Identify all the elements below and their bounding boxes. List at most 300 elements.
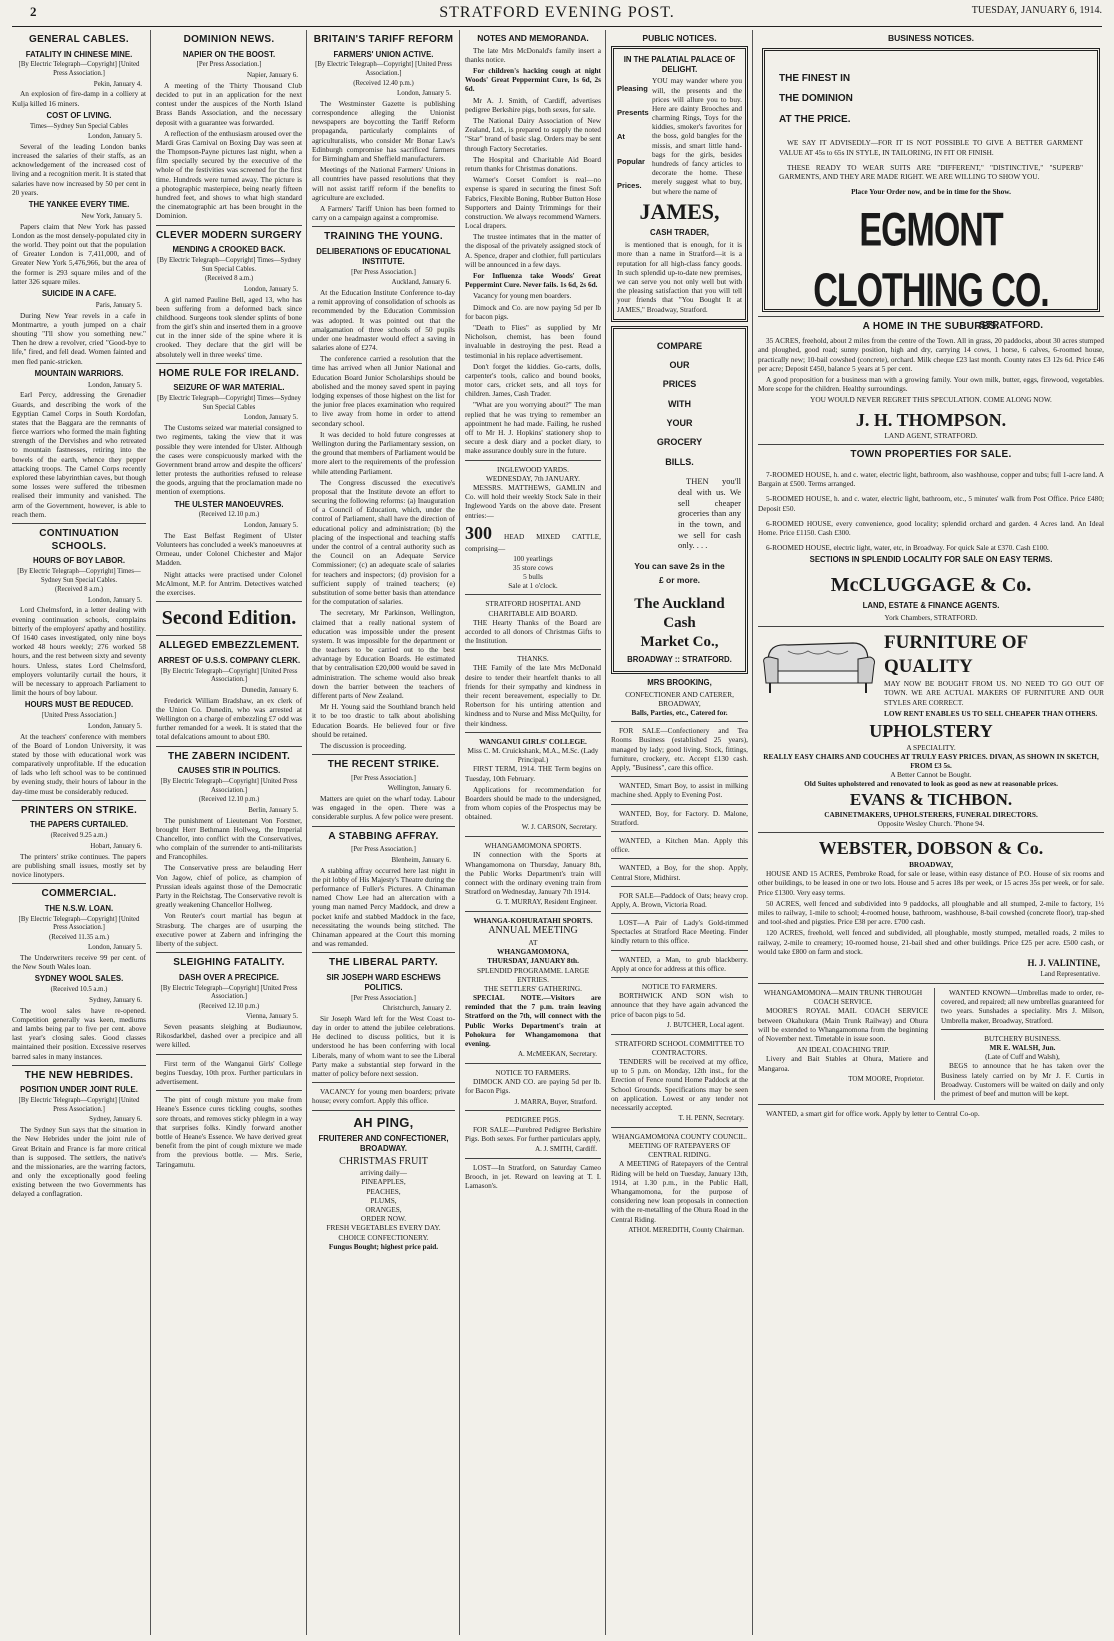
property-item: HOUSE AND 15 ACRES, Pembroke Road, for sale or lease, within easy distance of P.O. House of six rooms and other buildings, to be leased in one or two lots. House and 5 acres 18s per week, or 15 acres 35s per week, or for sale. Price £1300. Very easy terms. bbox=[758, 869, 1104, 897]
ad-body: 35 ACRES, freehold, about 2 miles from the centre of the Town. All in grass, 20 paddocks, about 30 acres stumped and ploughed, good road; sunny position, high and dry, carrying 14 cows, 1 horse, 6 calves, 6-roomed house, practically new; 10-bail cowshed (concrete), orchard. Milk cheque £23 last month. County rates £3 12s 6d. Price £46 per acre; Deposit £450, balance 5 years at 5 per cent. bbox=[758, 336, 1104, 373]
cattle-count: 300 bbox=[465, 522, 492, 543]
byline: [Per Press Association.] bbox=[196, 61, 262, 69]
article-body: Earl Percy, addressing the Grenadier Guards, and describing the work of the Egyptian Camel Corps in South Kordofan, states that the Baggara are the remnants of fierce warriors who formed the main fighting strength of the Dervishes and who retreated to mountain fastnesses, retiring into the bowels of the earth, whence they pepper attacking troops. The Camel Corps recently explored these labyrinthian caves, but though some losses were suffered the tribesmen realised their immunity and vanished. The arm of the Government, however, is able to reach them. bbox=[12, 390, 146, 519]
article-body: Von Reuter's court martial has begun at Strasburg. The charges are of usurping the executive power at Zabern and infringing the liberty of the subject. bbox=[156, 911, 302, 948]
classified-ad: WANTED KNOWN—Umbrellas made to order, re-covered, and repaired; all new umbrellas guaranteed for two years. Sunshades a speciality. Mrs J. Milson, Umbrella maker, Broadway, Stratford. bbox=[941, 988, 1104, 1025]
section-heading: TRAINING THE YOUNG. bbox=[324, 231, 443, 243]
divider bbox=[611, 831, 748, 832]
ad-line: PLUMS, bbox=[370, 1195, 397, 1205]
article-body: A meeting of the Thirty Thousand Club decided to put in an application for the next contest under the auspices of the North Island Brass Bands Association, and the necessary deposit with a guarantee was forwarded. bbox=[156, 80, 302, 127]
ad-body: WE SAY IT ADVISEDLY—FOR IT IS NOT POSSIBLE TO GIVE A BETTER GARMENT VALUE AT 45s to 65s IN STYLE, IN TAILORING, IN FIT OR FINISH. bbox=[779, 138, 1083, 157]
divider bbox=[465, 1158, 601, 1159]
divider bbox=[758, 444, 1104, 445]
ad-word: YOUR bbox=[666, 418, 693, 429]
byline: [By Electric Telegraph—Copyright] Times—Sydney Sun Special Cables. bbox=[157, 257, 301, 273]
ad-body: THEN you'll deal with us. We sell cheaper groceries than any in the town, and we sell for cash only. . . . bbox=[678, 476, 741, 551]
ad-subheading: MEETING OF RATEPAYERS OF CENTRAL RIDING. bbox=[628, 1141, 731, 1160]
ad-body: FIRST TERM, 1914. THE Term begins on Tuesday, 10th February. bbox=[465, 764, 601, 783]
sofa-illustration bbox=[758, 631, 878, 701]
divider bbox=[156, 952, 302, 953]
ad-line: PEACHES, bbox=[366, 1186, 401, 1196]
second-edition-banner: Second Edition. bbox=[161, 607, 297, 630]
divider bbox=[312, 1082, 455, 1083]
dateline: London, January 5. bbox=[243, 521, 298, 530]
ad-signature: W. J. CARSON, Secretary. bbox=[521, 823, 597, 832]
ad-line: YOU WOULD NEVER REGRET THIS SPECULATION. COME ALONG NOW. bbox=[810, 395, 1052, 405]
article-body: The wool sales have re-opened. Competition generally was keen, mediums and lambs being par to five per cent. above last year's closing sales. Good classes maintained their position. Excessive reserves barred sales in many instances. bbox=[12, 1005, 146, 1061]
ad-line: THURSDAY, JANUARY 8th. bbox=[487, 956, 579, 966]
ad-line: Miss C. M. Cruickshank, M.A., M.Sc. (Lady Principal.) bbox=[467, 745, 599, 765]
article-body: The punishment of Lieutenant Von Forstner, brought Herr Bethmann Hollweg, the Imperial Chancellor, into conflict with the Conservatives, who complain of the surrender to anti-militarists and Francophiles. bbox=[156, 815, 302, 862]
ad-line: 35 store cows bbox=[512, 562, 554, 572]
ad-heading: AH PING, bbox=[353, 1114, 414, 1130]
property-item: 50 ACRES, well fenced and subdivided into 9 paddocks, all ploughable and all stumped, 2-mile to factory, 1½ miles to railway, 1-mile to school; 4-roomed house, bathroom, washhouse, 8-bail cowshed (concrete floor), trap-shed and tool-shed and pigsties. Price £38 per acre. £700 cash. bbox=[758, 898, 1104, 927]
ad-address bbox=[758, 819, 1104, 828]
ad-subheading: LAND, ESTATE & FINANCE AGENTS. bbox=[862, 601, 1000, 611]
side-word: Popular bbox=[617, 156, 645, 166]
ad-line: HEAD MIXED CATTLE, comprising— bbox=[465, 531, 601, 554]
article-body: At the Education Institute Conference to-day a remit approving of consolidation of schools as recommended by the Education Commission was adopted. It was pointed out that the amalgamation of three schools of 50 pupils under one headmaster would effect a saving in salaries alone of £274. bbox=[312, 287, 455, 353]
received-time: (Received 8 a.m.) bbox=[54, 586, 104, 594]
divider bbox=[611, 721, 748, 722]
divider bbox=[312, 952, 455, 953]
ad-line: ORANGES, bbox=[365, 1204, 402, 1214]
received-time: (Received 9.25 a.m.) bbox=[50, 832, 108, 840]
divider bbox=[465, 460, 601, 461]
byline: [Per Press Association.] bbox=[351, 994, 416, 1002]
ad-subheading: CONFECTIONER AND CATERER, BROADWAY, bbox=[625, 689, 734, 708]
ad-signature: J. MARRA, Buyer, Stratford. bbox=[514, 1097, 597, 1106]
section-heading: THE NEW HEBRIDES. bbox=[24, 1069, 134, 1081]
ad-line: ORDER NOW. bbox=[360, 1214, 407, 1224]
side-words bbox=[617, 76, 649, 197]
article-body: Matters are quiet on the wharf today. Labour was engaged in the open. There was a considerable surplus. A few police were present. bbox=[312, 794, 455, 822]
section-heading: CONTINUATION SCHOOLS. bbox=[39, 527, 119, 552]
side-word: At bbox=[617, 132, 625, 142]
byline: [By Electric Telegraph—Copyright] [United Press Association.] bbox=[315, 61, 452, 77]
article-body: During New Year revels in a cafe in Montmartre, a youth jumped on a chair shouting "I'll show you something new." Then he drew a revolver, cried "Good-bye to life," fired, and fell dead. Women fainted and men fled panic-stricken. bbox=[12, 310, 146, 366]
ad-name: JAMES, bbox=[639, 198, 720, 224]
ad-subheading: (Late of Cuff and Walsh), bbox=[985, 1052, 1060, 1062]
article-body: Several of the leading London banks increased the salaries of their staffs, as an acknowledgement of the increased cost of living and a recognition merit. It is stated that salaries have now increased by 50 per cent in 20 years. bbox=[12, 141, 146, 197]
classified-ad: WANTED, Smart Boy, to assist in milking machine shed. Apply to Evening Post. bbox=[611, 781, 748, 800]
dateline: London, January 5. bbox=[87, 595, 142, 604]
article-body: A stabbing affray occurred here last night in the pit lobby of His Majesty's Theatre during the performance of Fuller's Pictures. A Chinaman named Chow Lee had an altercation with a young man named Percy Maddock, and drew a pocket knife and stabbed Maddock in the face, necessitating the wounds being stitched. The Chinaman appeared at the Court this morning and was remanded. bbox=[312, 865, 455, 949]
ad-signature: G. T. MURRAY, Resident Engineer. bbox=[495, 898, 597, 907]
article-body: Lord Chelmsford, in a letter dealing with evening continuation schools, complains bitterly of the employers' apathy and hostility. Of 1640 cases investigated, only nine boys worked 48 hours weekly; 276 worked 58 hours, and the rest between sixty and seventy hours. Unless, states Lord Chelmsford, employers voluntarily curtail the hours, it will be necessary to approach Parliament to limit the hours of boy labour. bbox=[12, 605, 146, 698]
article-body: The Sydney Sun says that the situation in the New Hebrides under the joint rule of Great Britain and France is far more critical than is supposed. The settlers, the native's and the missionaries, are the warring factors, and only the exceptionally good feeling existing between the two Governments has delayed a conflagration. bbox=[12, 1125, 146, 1199]
byline: [By Electric Telegraph—Copyright] [United Press Association.] bbox=[18, 1097, 140, 1113]
article-heading: SUICIDE IN A CAFE. bbox=[41, 288, 117, 298]
ad-phone: 'Phone 94. bbox=[953, 819, 985, 829]
note: "What are you worrying about?" The man replied that he was trying to remember an appointment he had made. Failing, he rushed off to Mr H. J. Hopkins' stationery shop to secure a desk diary and a pocket diary, to make assurance doubly sure in the future. bbox=[465, 400, 601, 456]
divider bbox=[758, 1104, 1104, 1105]
ad-body: THE Family of the late Mrs McDonald desire to tender their heartfelt thanks to all friends for their sympathy and kindness in their recent bereavement, especially to Dr. Robertson for his untiring attention and kindness and to Nurse and Miss McQuilty, for their kindness. bbox=[465, 663, 601, 728]
ad-line: arriving daily— bbox=[360, 1168, 407, 1178]
dateline: Auckland, January 6. bbox=[391, 278, 451, 287]
received-time: (Received 12.10 p.m.) bbox=[198, 1002, 260, 1010]
bottom-ads bbox=[758, 988, 1104, 1100]
classified-ad: VACANCY for young men boarders; private house; every comfort. Apply this office. bbox=[312, 1087, 455, 1106]
note: For children's hacking cough at night Woods' Great Peppermint Cure, 1s 6d, 2s 6d. bbox=[465, 66, 601, 94]
side-word: Prices. bbox=[617, 180, 642, 190]
ad-body: MESSRS. MATTHEWS, GAMLIN and Co. will hold their weekly Stock Sale in their Inglewood Yards on the above date. Present entries:— bbox=[465, 482, 601, 520]
ad-line: PINEAPPLES, bbox=[361, 1177, 406, 1187]
article-body: The Congress discussed the executive's proposal that the Institute devote an effort to securing the following reforms: (a) Inauguration of a Council of Education, which, under the control of Parliament, shall have the direction of educational policy and administration; (b) the placing of the inspectional and teaching staffs under the control of a central authority such as the Council on an Adequate Service Commissioner; (c) an adequate scale of salaries for teachers and inspectors; (d) provision for a sufficient supply of trained teachers; (e) substitution of some better basis than attendance for the computation of salaries. bbox=[312, 477, 455, 607]
ad-subheading: CASH TRADER, bbox=[650, 228, 709, 238]
article-heading: CAUSES STIR IN POLITICS. bbox=[177, 766, 281, 776]
paragraph-note: First term of the Wanganui Girls' College begins Tuesday, 10th prox. Further particulars in advertisement. bbox=[156, 1058, 302, 1086]
article-heading: HOURS OF BOY LABOR. bbox=[32, 556, 126, 566]
ad-word: WITH bbox=[668, 398, 691, 409]
article-body: Frederick William Bradshaw, an ex clerk of the Union Co. Dunedin, who was arrested at Wellington on a charge of embezzling £7 odd was further remanded for a week. It is stated that the total defalcations amount to about £80. bbox=[156, 695, 302, 742]
ad-address-text: Opposite Wesley Church. bbox=[877, 819, 953, 829]
ad-heading: THANKS. bbox=[517, 654, 549, 664]
ad-body: A MEETING of Ratepayers of the Central Riding will be held on Tuesday, January 13th, 1914, at 1.30 p.m., in the Public Hall, Whangamomona, for the purpose of considering new loan proposals in connection with the re-metalling of the Ohura Road in the Central Riding. bbox=[611, 1159, 748, 1224]
ad-name: The Auckland Cash bbox=[634, 596, 725, 632]
article-heading: SYDNEY WOOL SALES. bbox=[34, 974, 124, 984]
received-time: (Received 12.10 p.m.) bbox=[198, 511, 260, 519]
ad-body: FOR SALE—Purebred Pedigree Berkshire Pigs. Both sexes. For further particulars apply, bbox=[465, 1124, 601, 1143]
dateline: Blenheim, January 6. bbox=[391, 855, 451, 864]
divider bbox=[156, 635, 302, 636]
ad-body: is mentioned that is enough, for it is more than a name in Stratford—it is a reputation for all high-class fancy goods. In such splendid up-to-date new premises, we can serve you not only well but with the pleasing satisfaction that you will tell your friends that "You Bought It at JAMES," Broadway, Stratford. bbox=[617, 240, 742, 314]
divider bbox=[465, 732, 601, 733]
byline: [By Electric Telegraph—Copyright] [United Press Association.] bbox=[160, 984, 298, 1001]
property-item: 7-ROOMED HOUSE, h. and c. water, electric light, bathroom, also washhouse, copper and tubs; full 1-acre land. A Bargain at £500. Terms arranged. bbox=[758, 470, 1104, 489]
auckland-cash-ad bbox=[611, 326, 748, 674]
article-body: An explosion of fire-damp in a colliery at Kulja killed 16 miners. bbox=[12, 89, 146, 108]
ad-heading: PEDIGREE PIGS. bbox=[505, 1115, 561, 1125]
article-heading: DASH OVER A PRECIPICE. bbox=[179, 972, 279, 982]
divider bbox=[12, 883, 146, 884]
classified-ad: LOST—In Stratford, on Saturday Cameo Brooch, in jet. Reward on leaving at T. I. Lamason's. bbox=[465, 1162, 601, 1191]
ad-name: MR E. WALSH, Jun. bbox=[989, 1043, 1056, 1053]
ad-subheading: CABINETMAKERS, UPHOLSTERERS, FUNERAL DIRECTORS. bbox=[824, 810, 1038, 820]
ad-body: MOORE'S ROYAL MAIL COACH SERVICE between Okahukura (Main Trunk Railway) and Ohura will be extended to Whangamomona from the beginning of November next. Timetable in issue soon. bbox=[758, 1006, 928, 1044]
divider bbox=[156, 1054, 302, 1055]
byline: [By Electric Telegraph—Copyright] [United Press Association.] bbox=[18, 915, 140, 932]
article-heading: FARMERS' UNION ACTIVE. bbox=[333, 49, 434, 59]
ad-body: TENDERS will be received at my office, up to 5 p.m. on Monday, 12th inst., for the Erection of Fence round Home Paddock at the School Grounds. Specifications may be seen on application. Lowest or any tender not necessarily accepted. bbox=[611, 1056, 748, 1112]
section-heading: PRINTERS ON STRIKE. bbox=[20, 804, 138, 816]
divider bbox=[156, 1090, 302, 1091]
ad-word: COMPARE bbox=[656, 340, 703, 351]
section-heading: THE ZABERN INCIDENT. bbox=[167, 750, 291, 762]
byline: [By Electric Telegraph—Copyright] [United Press Association.] bbox=[160, 778, 298, 794]
ad-line: SPLENDID PROGRAMME. LARGE ENTRIES. bbox=[476, 965, 590, 984]
ad-heading: FURNITURE OF QUALITY bbox=[884, 632, 1028, 678]
masthead-rule bbox=[12, 26, 1102, 27]
ad-line: AT bbox=[528, 937, 538, 947]
article-heading: MOUNTAIN WARRIORS. bbox=[34, 368, 124, 378]
ad-body: LOW RENT ENABLES US TO SELL CHEAPER THAN OTHERS. bbox=[884, 708, 1098, 718]
ad-heading: NOTICE TO FARMERS. bbox=[641, 982, 718, 992]
section-heading: THE LIBERAL PARTY. bbox=[329, 957, 438, 969]
ad-line: £ or more. bbox=[658, 574, 701, 585]
note: The National Dairy Association of New Zealand, Ltd., is prepared to supply the noted "Star" brand of basic slag. Orders may be sent through Factory Secretaries. bbox=[465, 116, 601, 153]
note: Dimock and Co. are now paying 5d per lb for bacon pigs. bbox=[465, 302, 601, 321]
issue-date: TUESDAY, JANUARY 6, 1914. bbox=[971, 5, 1102, 16]
column-4 bbox=[465, 30, 601, 1635]
article-heading: MENDING A CROOKED BACK. bbox=[172, 245, 286, 255]
egmont-logo: EGMONT CLOTHING CO. bbox=[813, 204, 1049, 318]
note: Warner's Corset Comfort is real—no expense is spared in securing the finest Soft Fabrics, Flexible Boning, Rubber Button Hose Supporters and Dainty Trimmings for their construction. We always recommend Warners. Local drapers. bbox=[465, 175, 601, 231]
ad-signature: Land Representative. bbox=[1040, 970, 1100, 979]
column-5 bbox=[611, 30, 748, 1635]
newspaper-title: STRATFORD EVENING POST. bbox=[439, 4, 675, 21]
dateline: Wellington, January 6. bbox=[387, 784, 451, 793]
ad-heading: STRATFORD SCHOOL COMMITTEE TO CONTRACTORS. bbox=[615, 1038, 744, 1057]
property-item: 120 ACRES, freehold, well fenced and subdivided, all ploughable, mostly stumped, metalled roads, 2 miles to railway, 2-mile to creamery; 10-roomed house, 21-bail shed and other buildings. Price £25 per acre. £500 cash, or would take £800 on farm and stock. bbox=[758, 928, 1104, 956]
divider bbox=[12, 1065, 146, 1066]
ad-line: Old Suites upholstered and renovated to look as good as new at reasonable prices. bbox=[804, 779, 1058, 789]
ad-body: THE Hearty Thanks of the Board are accorded to all donors of Christmas Gifts to the Institution. bbox=[465, 617, 601, 646]
ad-name: WEBSTER, DOBSON & Co. bbox=[818, 838, 1044, 859]
ad-name: J. H. THOMPSON. bbox=[855, 409, 1007, 430]
ad-line: ANNUAL MEETING bbox=[488, 925, 578, 937]
article-body: The Customs seized war material consigned to two regiments, taking the view that it was possible they were intended for Ulster. Although the cases were conspicuously marked with the Government brand arrow and despite the officers' letter protests the authorities refused to release the goods, arguing that the proclamation made no mention of exemptions. bbox=[156, 423, 302, 497]
classified-ad: WANTED, a Boy, for the shop. Apply, Central Store, Midhirst. bbox=[611, 863, 748, 882]
ad-heading: WANGANUI GIRLS' COLLEGE. bbox=[479, 736, 587, 746]
ad-signature: A. J. SMITH, Cardiff. bbox=[535, 1144, 597, 1153]
furniture-ad bbox=[758, 631, 1104, 720]
ad-line: REALLY EASY CHAIRS AND COUCHES AT TRULY EASY PRICES. DIVAN, AS SHOWN IN SKETCH, FROM £3 5s. bbox=[763, 751, 1099, 771]
ad-subheading: BROADWAY, bbox=[909, 860, 953, 870]
ad-line: CHOICE CONFECTIONERY. bbox=[338, 1232, 429, 1242]
article-heading: POSITION UNDER JOINT RULE. bbox=[20, 1085, 138, 1095]
note: The late Mrs McDonald's family insert a thanks notice. bbox=[465, 45, 601, 64]
received-time: (Received 10.5 a.m.) bbox=[50, 986, 108, 994]
ad-heading: STRATFORD HOSPITAL AND CHARITABLE AID BOARD. bbox=[485, 599, 581, 618]
section-heading: THE RECENT STRIKE. bbox=[327, 759, 440, 771]
ad-row bbox=[617, 76, 742, 197]
divider bbox=[611, 776, 748, 777]
article-heading: NAPIER ON THE BOOST. bbox=[182, 49, 276, 59]
property-item: 5-ROOMED HOUSE, h. and c. water, electric light, bathroom, etc., 5 minutes' walk from Post Office. Price £480; Deposit £50. bbox=[758, 494, 1104, 513]
ad-heading: MRS BROOKING, bbox=[647, 677, 712, 687]
page-number: 2 bbox=[30, 4, 37, 19]
divider bbox=[465, 911, 601, 912]
side-word: Pleasing bbox=[617, 83, 648, 93]
divider bbox=[312, 754, 455, 755]
ad-signature: A. McMEEKAN, Secretary. bbox=[517, 1050, 597, 1059]
ad-subheading: WEDNESDAY, 7th JANUARY. bbox=[486, 473, 580, 483]
column-divider bbox=[459, 30, 460, 1635]
divider bbox=[465, 594, 601, 595]
dateline: Paris, January 5. bbox=[95, 300, 142, 309]
ad-body: MAY NOW BE BOUGHT FROM US. NO NEED TO GO OUT OF TOWN. WE ARE ACTUAL MAKERS OF FURNITURE AND OUR STYLES ARE CORRECT. bbox=[884, 679, 1104, 707]
section-heading: CLEVER MODERN SURGERY bbox=[156, 229, 302, 241]
article-heading: HOURS MUST BE REDUCED. bbox=[24, 700, 134, 710]
article-body: A Farmers' Tariff Union has been formed to carry on a campaign against a compromise. bbox=[312, 203, 455, 223]
ad-heading: WHANGAMOMONA SPORTS. bbox=[484, 841, 582, 851]
divider bbox=[941, 1029, 1104, 1030]
ad-line: WHANGAMOMONA, bbox=[497, 947, 569, 957]
received-time: (Received 12.40 p.m.) bbox=[353, 79, 414, 87]
dateline: London, January 5. bbox=[396, 89, 451, 98]
ad-signature: ATHOL MEREDITH, County Chairman. bbox=[628, 1225, 744, 1234]
ad-body: Livery and Bait Stables at Ohura, Matiere and Mangaroa. bbox=[758, 1054, 928, 1073]
dateline: New York, January 5. bbox=[81, 211, 142, 220]
dateline: Sydney, January 6. bbox=[89, 995, 142, 1004]
article-body: The Westminster Gazette is publishing correspondence alleging the Unionist newspapers are boycotting the Tariff Reform propaganda, particularly complaints of agriculturalists, who consider Mr Bonar Law's Edinburgh compromise has sacrificed farmers for Birmingham and Sheffield manufacturers. bbox=[312, 98, 455, 164]
dateline: London, January 5. bbox=[243, 284, 298, 293]
divider bbox=[465, 649, 601, 650]
byline: [By Electric Telegraph—Copyright] [United Press Association.] bbox=[18, 61, 140, 77]
side-word: Presents bbox=[617, 108, 649, 118]
divider bbox=[465, 1110, 601, 1111]
ad-line: A SPECIALITY. bbox=[906, 742, 956, 752]
byline: [By Electric Telegraph—Copyright] Times—Sydney Sun Special Cables. bbox=[17, 567, 141, 584]
column-divider bbox=[306, 30, 307, 1635]
ad-body: DIMOCK AND CO. are paying 5d per lb. for Bacon Pigs. bbox=[465, 1077, 601, 1096]
note: The trustee intimates that in the matter of the disposal of the privately assigned stock of A. Spence, draper and clothier, full particulars will be announced in a few days. bbox=[465, 232, 601, 269]
ad-body: IN connection with the Sports at Whangamomona on Thursday, January 8th, the Public Works Department's train will connect with the ordinary evening train from Stratford on Wednesday, January 7th 1914. bbox=[465, 850, 601, 897]
furniture-text bbox=[884, 631, 1104, 720]
divider bbox=[611, 977, 748, 978]
paragraph-note: The pint of cough mixture you make from Heane's Essence cures tickling coughs, soothes sore throats, and removes sticky phlegm in a way that surprises folks. Kindly forward another bottle of Heane's Essence. We have derived great benefit from the pint of cough mixture we made from the previous bottle. — Mrs. Serie, Taringamutu. bbox=[156, 1095, 302, 1169]
divider bbox=[312, 1110, 455, 1111]
ad-line: THE FINEST IN bbox=[779, 72, 851, 84]
section-heading: COMMERCIAL. bbox=[41, 888, 117, 900]
dateline: London, January 5. bbox=[243, 413, 298, 422]
article-body: Meetings of the National Farmers' Unions in all countries have passed resolutions that they will not assist tariff reform if the benefits to agriculture are excluded. bbox=[312, 165, 455, 202]
ad-name: UPHOLSTERY bbox=[869, 721, 993, 741]
divider bbox=[312, 826, 455, 827]
property-item: 6-ROOMED HOUSE, electric light, water, etc, in Broadway. For quick Sale at £370. Cash £100. bbox=[766, 543, 1049, 553]
byline: [By Electric Telegraph—Copyright] Times—Sydney Sun Special Cables bbox=[157, 395, 301, 411]
article-heading: THE YANKEE EVERY TIME. bbox=[28, 200, 130, 210]
section-heading: NOTES AND MEMORANDA. bbox=[477, 33, 589, 43]
received-time: (Received 11.35 a.m.) bbox=[49, 933, 109, 941]
section-heading: ALLEGED EMBEZZLEMENT. bbox=[158, 640, 300, 652]
ad-line: Sale at 1 o'clock. bbox=[508, 581, 558, 591]
ad-signature: J. BUTCHER, Local agent. bbox=[667, 1020, 744, 1029]
dateline: Hobart, January 6. bbox=[90, 841, 142, 850]
ad-name: EVANS & TICHBON. bbox=[849, 789, 1013, 809]
article-body: At the teachers' conference with members of the Board of London University, it was stated by those with educational work was comparatively unprofitable. If the education of lads who left school was to be continued by evening study, their hours of labour in the day-time must be considerably reduced. bbox=[12, 731, 146, 796]
ad-name: Market Co., bbox=[640, 634, 719, 651]
ad-body: THESE READY TO WEAR SUITS ARE "DIFFERENT," "DISTINCTIVE," "SUPERB" GARMENTS, AND THEY ARE MADE RIGHT. WE ARE WILLING TO SHOW YOU. bbox=[779, 162, 1083, 182]
article-body: The East Belfast Regiment of Ulster Volunteers has concluded a week's manoeuvres at Ormeau, under Colonel Chichester and Major Madden. bbox=[156, 530, 302, 568]
article-body: A girl named Pauline Bell, aged 13, who has been suffering from a deformed back since childhood. Surgeons took slender splints of bone from the girl's shin and inserted them in a groove cut in the inner side of the spine where it is crooked. They declare that the girl will be absolutely well in three weeks' time. bbox=[156, 294, 302, 359]
ad-subheading: FRUITERER AND CONFECTIONER, BROADWAY. bbox=[318, 1133, 449, 1153]
article-heading: THE PAPERS CURTAILED. bbox=[29, 820, 129, 830]
ad-heading: NOTICE TO FARMERS. bbox=[495, 1068, 571, 1078]
section-heading: BUSINESS NOTICES. bbox=[888, 33, 974, 43]
section-heading: GENERAL CABLES. bbox=[29, 34, 129, 45]
note: For Influenza take Woods' Great Peppermint Cure. Never fails. 1s 6d, 2s 6d. bbox=[465, 271, 601, 290]
ad-line: 100 yearlings bbox=[513, 553, 553, 563]
ad-heading: A HOME IN THE SUBURBS. bbox=[862, 320, 1000, 332]
article-body: The discussion is proceeding. bbox=[320, 740, 407, 750]
divider bbox=[312, 226, 455, 227]
ad-line: THE SETTLERS' GATHERING. bbox=[484, 983, 582, 993]
received-time: (Received 12.10 p.m.) bbox=[198, 796, 260, 804]
dateline: London, January 5. bbox=[87, 721, 142, 730]
article-heading: ARREST OF U.S.S. COMPANY CLERK. bbox=[157, 655, 301, 665]
note: Mr A. J. Smith, of Cardiff, advertises pedigree Berkshire pigs, both sexes, for sale. bbox=[465, 95, 601, 114]
note: The Hospital and Charitable Aid Board return thanks for Christmas donations. bbox=[465, 154, 601, 173]
article-heading: FATALITY IN CHINESE MINE. bbox=[25, 49, 133, 59]
divider bbox=[611, 886, 748, 887]
divider bbox=[12, 800, 146, 801]
section-heading: BRITAIN'S TARIFF REFORM bbox=[313, 34, 454, 45]
ad-body: A good proposition for a business man with a growing family. Your own milk, butter, eggs, firewood, vegetables. More scope for the children. Healthy surroundings. bbox=[758, 375, 1104, 394]
article-body: Papers claim that New York has passed London as the most densely-populated city in the world. They point out that the population of Greater London is 7,411,000, and of Greater New York 5,476,966, but the area of the former is 293 square miles and of the latter 326 square miles. bbox=[12, 221, 146, 286]
dateline: Napier, January 6. bbox=[246, 70, 298, 79]
divider bbox=[465, 836, 601, 837]
divider bbox=[12, 523, 146, 524]
divider bbox=[611, 858, 748, 859]
article-body: Mr H. Young said the Southland branch held it to be too drastic to talk about abolishing Education Boards. He believed four or five should be retained. bbox=[312, 702, 455, 739]
masthead bbox=[0, 0, 1114, 26]
ad-line: THE DOMINION bbox=[779, 93, 853, 105]
ad-line: Fungus Bought; highest price paid. bbox=[328, 1241, 439, 1251]
ad-signature: TOM MOORE, Proprietor. bbox=[848, 1074, 924, 1083]
ad-location: STRATFORD. bbox=[979, 320, 1043, 332]
ad-signature: H. J. VALINTINE, bbox=[1027, 957, 1100, 968]
ad-body: Applications for recommendation for Boarders should be made to the undersigned, from whom copies of the Prospectus may be obtained. bbox=[465, 784, 601, 822]
column-divider bbox=[605, 30, 606, 1635]
ad-line: A Better Cannot be Bought. bbox=[890, 770, 972, 780]
note: "Death to Flies" as supplied by Mr Nicholson, chemist, has been found invaluable in destroying the pest. Read a testimonial in his replace advertisement. bbox=[465, 322, 601, 360]
ad-heading: BUTCHERY BUSINESS. bbox=[984, 1033, 1061, 1043]
dateline: Vienna, January 5. bbox=[245, 1012, 298, 1021]
column-3 bbox=[312, 30, 455, 1635]
section-heading: A STABBING AFFRAY. bbox=[328, 830, 439, 842]
ad-heading: WHANGAMOMONA COUNTY COUNCIL. bbox=[612, 1131, 747, 1141]
classified-ad: FOR SALE—Confectionery and Tea Rooms Business (established 25 years), managed by lady; good living. Stock, fittings, furniture, crockery, etc. Accept £130 cash. Apply, "Business", care this office. bbox=[611, 726, 748, 773]
classified-ad: WANTED, Boy, for Factory. D. Malone, Stratford. bbox=[611, 808, 748, 827]
ad-heading: IN THE PALATIAL PALACE OF DELIGHT. bbox=[623, 54, 736, 74]
section-heading: PUBLIC NOTICES. bbox=[642, 33, 717, 43]
article-heading: DELIBERATIONS OF EDUCATIONAL INSTITUTE. bbox=[316, 246, 451, 266]
ad-line: Balls, Parties, etc., Catered for. bbox=[631, 708, 728, 718]
column-1 bbox=[12, 30, 146, 1635]
column-6 bbox=[758, 30, 1104, 1635]
divider bbox=[611, 1034, 748, 1035]
classified-ad: LOST—A Pair of Lady's Gold-rimmed Spectacles at Stratford Race Meeting. Finder kindly return to this office. bbox=[611, 918, 748, 946]
ad-line: 5 bulls bbox=[523, 571, 543, 581]
ad-body: YOU may wander where you will, the presents and the prices will allure you to buy. Here are dainty Brooches and charming Rings, Toys for the kiddies, smoker's favorites for the boss, gold bangles for the missis, and smart little hand-bags for the girls, besides hundreds of fancy articles to decorate the home. These merely suggest what to buy, but where the name of bbox=[652, 76, 742, 196]
divider bbox=[611, 913, 748, 914]
ad-name: McCLUGGAGE & Co. bbox=[830, 574, 1032, 597]
divider bbox=[611, 804, 748, 805]
ad-heading: WHANGA-KOHURATAHI SPORTS. bbox=[473, 916, 593, 926]
classified-ad: WANTED, a Kitchen Man. Apply this office. bbox=[611, 835, 748, 855]
dateline: Dunedin, January 6. bbox=[241, 685, 298, 694]
dateline: London, January 5. bbox=[87, 132, 142, 141]
received-time: (Received 8 a.m.) bbox=[204, 275, 254, 283]
column-2 bbox=[156, 30, 302, 1635]
article-body: Sir Joseph Ward left for the West Coast to-day in order to attend the jubilee celebrations. He declined to discuss politics, but it is understood he has been conferring with local Liberals, many of whom want to see the Liberal Party make a substantial step forward in the matter of policy before next session. bbox=[312, 1013, 455, 1079]
ad-heading: WHANGAMOMONA—MAIN TRUNK THROUGH COACH SERVICE. bbox=[763, 988, 923, 1007]
byline: [Per Press Association.] bbox=[351, 774, 416, 782]
section-heading: HOME RULE FOR IRELAND. bbox=[158, 367, 300, 379]
ad-word: PRICES bbox=[662, 379, 697, 390]
property-item: 6-ROOMED HOUSE, every convenience, good locality; splendid orchard and garden. 4 Acres land. An Ideal Home. Price £1150. Cash £300. bbox=[758, 518, 1104, 537]
article-body: The secretary, Mr Parkinson, Wellington, claimed that a really national system of education was impossible under the present system. It was impossible for the department or the teachers to be carried out to the best advantage by Education Boards. He estimated that by centralisation £20,000 would be saved in administration. The scheme would also break down the barrier between the teachers of different parts of New Zealand. bbox=[312, 608, 455, 700]
dateline: Christchurch, January 2. bbox=[382, 1004, 451, 1013]
dateline: Sydney, January 6. bbox=[89, 1115, 142, 1124]
dateline: Pekin, January 4. bbox=[93, 79, 142, 88]
ad-subheading: AN IDEAL COACHING TRIP. bbox=[796, 1045, 890, 1055]
column-divider bbox=[752, 30, 753, 1635]
dateline: London, January 5. bbox=[87, 380, 142, 389]
article-body: It was decided to hold future congresses at Wellington during the Parliamentary session, on the ground that members of Parliament would be more alert to the requirements of the profession while attending Parliament. bbox=[312, 429, 455, 476]
